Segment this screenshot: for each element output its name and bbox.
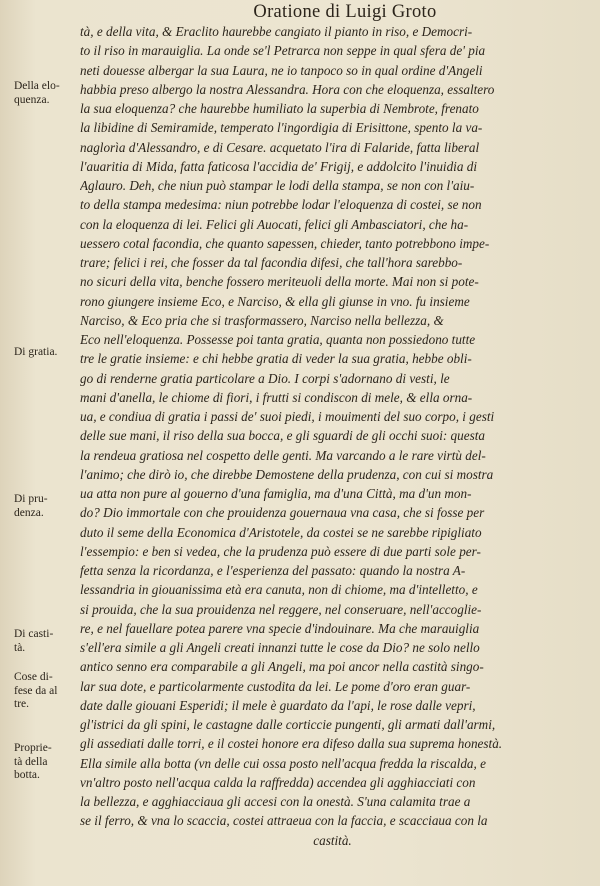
text-line: lar sua dote, e particolarmente custodita da lei. Le pome d'oro eran guar- bbox=[80, 678, 471, 694]
text-line: gli assediati dalle torri, e il costei honore era difeso dalla sua suprema honestà. bbox=[80, 736, 503, 752]
text-line: la sua eloquenza? che haurebbe humiliato la superbia di Nembrote, frenato bbox=[80, 101, 479, 116]
text-line: Aglauro. Deh, che niun può stampar le lodi della stampa, se non con l'aiu- bbox=[80, 178, 475, 193]
text-line: lessandria in giouanissima età era canuta, non di chiome, ma d'intelletto, e bbox=[80, 582, 478, 598]
text-line: no sicuri della vita, benche fossero meriteuoli della morte. Mai non si pote- bbox=[80, 274, 479, 290]
text-line: trare; felici i rei, che fosser da tal facondia difesi, che tall'hora sarebbo- bbox=[80, 255, 463, 270]
text-line: habbia preso albergo la nostra Alessandra. Hora con che eloquenza, essaltero bbox=[80, 81, 495, 97]
text-line: l'essempio: e ben si vedea, che la prudenza può essere di due parti sole per- bbox=[80, 543, 481, 559]
text-line: date dalle giouani Esperidi; il mele è guardato da l'api, le rose dalle vepri, bbox=[80, 697, 476, 713]
text-line: s'ell'era simile a gli Angeli creati innanzi tutte le cose da Dio? ne solo nello bbox=[80, 640, 480, 655]
text-line: tre le gratie insieme: e chi hebbe gratia di veder la sua gratia, hebbe obli- bbox=[80, 351, 472, 367]
margin-note-botta: Proprie- tà della botta. bbox=[14, 742, 52, 781]
text-line: to della stampa medesima: niun potrebbe lodar l'eloquenza di costei, se non bbox=[80, 197, 482, 213]
body-text bbox=[80, 22, 585, 862]
text-line: duto il seme della Economica d'Aristotele, da costei se ne sarebbe ripigliato bbox=[80, 524, 482, 540]
text-line: Ella simile alla botta (vn delle cui ossa posto nell'acqua fredda la riscalda, e bbox=[80, 755, 486, 771]
text-line: ua, e condiua di gratia i passi de' suoi piedi, i mouimenti del suo corpo, i gesti bbox=[80, 409, 495, 424]
text-line: gl'istrici da gli spini, le castagne dalle corticcie pungenti, gli armati dall'armi, bbox=[80, 717, 496, 732]
text-line: re, e nel fauellare potea parere vna specie d'indouinare. Ma che marauiglia bbox=[80, 620, 480, 636]
text-line: rono giungere insieme Eco, e Narciso, & ella gli giunse in vno. fu insieme bbox=[80, 293, 470, 309]
text-line: Narciso, & Eco pria che si trasformassero, Narciso nella bellezza, & bbox=[80, 312, 444, 328]
text-line: antico senno era comparabile a gli Angeli, ma poi ancor nella castità singo- bbox=[80, 659, 484, 675]
running-header: Oratione di Luigi Groto bbox=[253, 2, 437, 22]
margin-note-cose-difese: Cose di- fese da al tre. bbox=[14, 671, 58, 710]
text-line: neti douesse albergar la sua Laura, ne io tanpoco so in qual ordine d'Angeli bbox=[80, 62, 483, 78]
margin-note-eloquenza: Della elo- quenza. bbox=[14, 80, 60, 106]
text-line: la rendeua gratiosa nel cospetto delle genti. Ma varcando a le rare virtù del- bbox=[80, 447, 486, 463]
text-line: la bellezza, e agghiacciaua gli accesi con la onestà. S'una calamita trae a bbox=[80, 794, 471, 809]
margin-note-castita: Di casti- tà. bbox=[14, 628, 54, 654]
text-line: fetta senza la ricordanza, e l'esperienza del passato: quando la nostra A- bbox=[80, 563, 466, 578]
text-line: l'auaritia di Mida, fatta faticosa l'accidia de' Frigij, e addolcito l'inuidia di bbox=[80, 158, 477, 174]
margin-note-prudenza: Di pru- denza. bbox=[14, 493, 48, 519]
text-line: si prouida, che la sua prouidenza nel reggere, nel conseruare, nell'accoglie- bbox=[80, 601, 482, 617]
text-line: go di renderne gratia particolare a Dio. I corpi s'adornano di vesti, le bbox=[80, 370, 450, 386]
text-line: castità. bbox=[313, 832, 352, 848]
margin-note-gratia: Di gratia. bbox=[14, 346, 58, 358]
text-line: do? Dio immortale con che prouidenza gouernaua vna casa, che si fosse per bbox=[80, 505, 485, 521]
text-line: tà, e della vita, & Eraclito haurebbe cangiato il pianto in riso, e Democri- bbox=[80, 24, 473, 39]
text-line: to il riso in marauiglia. La onde se'l Petrarca non seppe in qual sfera de' pia bbox=[80, 43, 486, 59]
text-line: delle sue mani, il riso della sua bocca, e gli sguardi de gli occhi suoi: questa bbox=[80, 428, 485, 444]
text-line: mani d'anella, le chiome di fiori, i frutti si condiscon di mele, & ella orna- bbox=[80, 389, 473, 405]
text-line: Eco nell'eloquenza. Possesse poi tanta gratia, quanta non possiedono tutte bbox=[80, 332, 476, 347]
text-line: naglorìa d'Alessandro, e di Cesare. acquetato l'ira di Falaride, fatta liberal bbox=[80, 139, 480, 155]
text-line: con la eloquenza di lei. Felici gli Auocati, felici gli Ambasciatori, che ha- bbox=[80, 216, 469, 232]
text-line: vn'altro posto nell'acqua calda la raffredda) accendea gli agghiacciati con bbox=[80, 774, 476, 790]
text-line: ua atta non pure al gouerno d'una famiglia, ma d'una Città, ma d'un mon- bbox=[80, 486, 472, 501]
text-line: uessero cotal facondia, che quanto sapessen, chieder, tanto potrebbono impe- bbox=[80, 235, 490, 251]
text-line: se il ferro, & vna lo scaccia, costei attraeua con la faccia, e scacciaua con la bbox=[80, 813, 488, 829]
text-line: l'animo; che dirò io, che direbbe Demostene della prudenza, con cui si mostra bbox=[80, 466, 494, 482]
text-line: la libidine di Semiramide, temperato l'ingordigia di Erisittone, spento la va- bbox=[80, 120, 483, 136]
